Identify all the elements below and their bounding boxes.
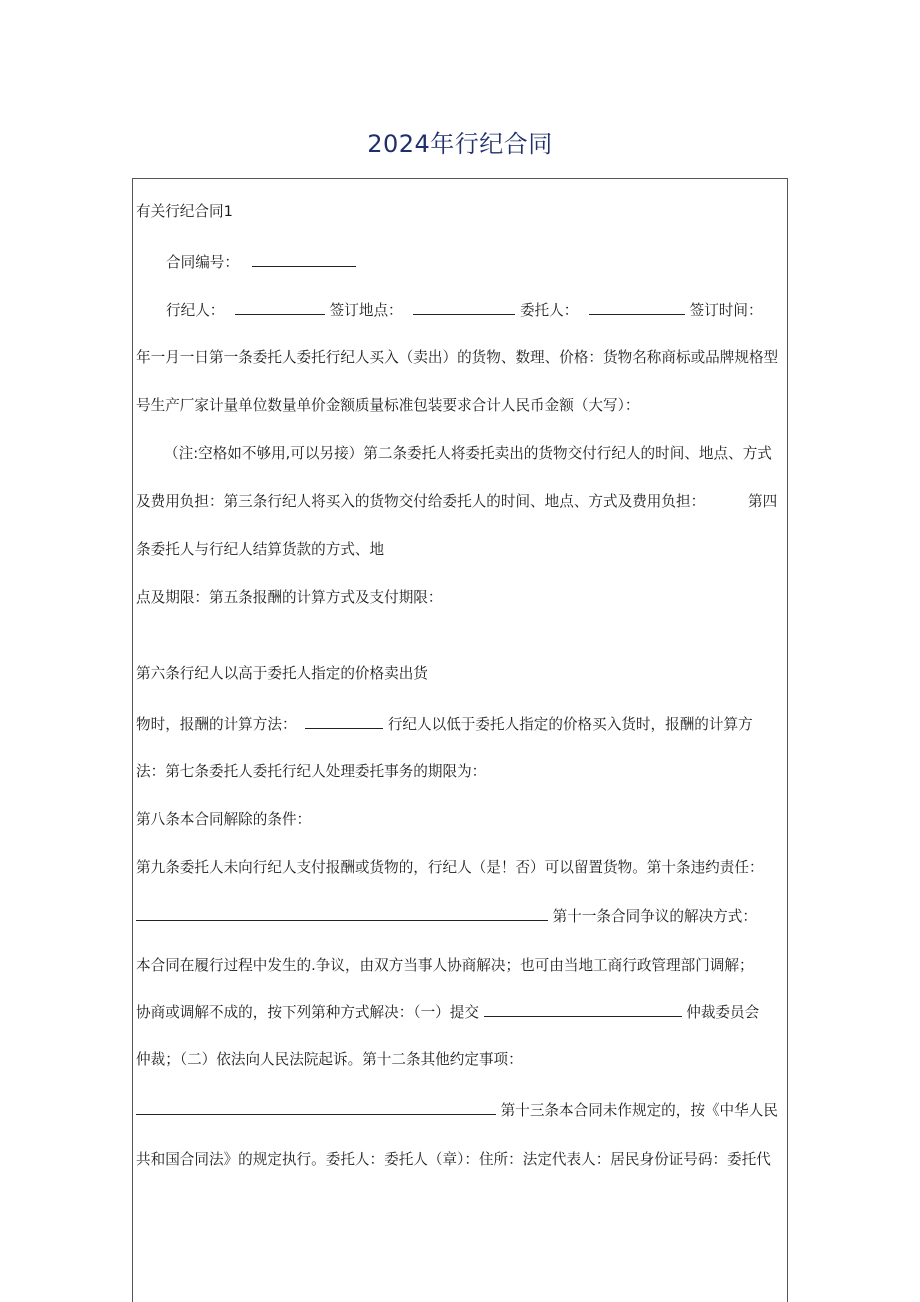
signing-time-label: 签订时间： bbox=[689, 302, 763, 319]
broker-label: 行纪人： bbox=[166, 302, 225, 319]
clause-13-text: 第十三条本合同未作规定的，按《中华人民 bbox=[500, 1102, 778, 1119]
body-line: 条委托人与行纪人结算货款的方式、地 bbox=[136, 541, 385, 558]
commission-blank bbox=[305, 714, 383, 729]
section-heading: 有关行纪合同1 bbox=[136, 203, 233, 220]
body-line bbox=[136, 714, 753, 735]
arbitration-text: 协商或调解不成的，按下列第种方式解决：（一）提交 bbox=[136, 1004, 479, 1021]
principal-blank bbox=[589, 300, 685, 315]
dispute-heading: 第十一条合同争议的解决方式： bbox=[552, 908, 757, 925]
body-line bbox=[136, 1002, 759, 1023]
body-line: 年一月一日第一条委托人委托行纪人买入（卖出）的货物、数理、价格：货物名称商标或品牌规格型 bbox=[136, 349, 779, 366]
body-line: 第四 bbox=[748, 493, 778, 510]
breach-blank bbox=[136, 906, 548, 921]
commission-method-label: 物时，报酬的计算方法： bbox=[136, 716, 297, 733]
body-line bbox=[136, 1100, 778, 1121]
document-title: 2024年行纪合同 bbox=[367, 130, 553, 158]
commission-text: 行纪人以低于委托人指定的价格买入货时，报酬的计算方 bbox=[387, 716, 753, 733]
body-line: 法：第七条委托人委托行纪人处理委托事务的期限为： bbox=[136, 763, 487, 780]
body-line: 号生产厂家计量单位数量单价金额质量标准包装要求合计人民币金额（大写）： bbox=[136, 397, 640, 414]
contract-number-blank bbox=[252, 252, 356, 267]
body-line: 仲裁；（二）依法向人民法院起诉。第十二条其他约定事项： bbox=[136, 1051, 523, 1068]
parties-line bbox=[166, 300, 763, 321]
body-line: 第九条委托人未向行纪人支付报酬或货物的，行纪人（是！否）可以留置货物。第十条违约责任： bbox=[136, 859, 764, 876]
other-matters-blank bbox=[136, 1100, 496, 1115]
broker-blank bbox=[235, 300, 325, 315]
contract-number-label: 合同编号： bbox=[166, 254, 239, 271]
body-line: 第六条行纪人以高于委托人指定的价格卖出货 bbox=[136, 665, 428, 682]
body-line bbox=[136, 906, 757, 927]
contract-number-line bbox=[166, 252, 356, 273]
body-line: 第八条本合同解除的条件： bbox=[136, 811, 312, 828]
body-line: 共和国合同法》的规定执行。委托人：委托人（章）：住所：法定代表人：居民身份证号码：委托代 bbox=[136, 1151, 771, 1168]
body-line: （注:空格如不够用,可以另接）第二条委托人将委托卖出的货物交付行纪人的时间、地点、方式 bbox=[164, 445, 772, 462]
principal-label: 委托人： bbox=[519, 302, 579, 319]
signing-place-blank bbox=[413, 300, 515, 315]
arbitration-committee: 仲裁委员会 bbox=[686, 1004, 760, 1021]
content-frame bbox=[132, 178, 788, 1302]
signing-place-label: 签订地点： bbox=[329, 302, 403, 319]
arbitration-blank bbox=[484, 1002, 682, 1017]
body-line: 本合同在履行过程中发生的.争议，由双方当事人协商解决；也可由当地工商行政管理部门调解； bbox=[136, 957, 754, 974]
body-line: 及费用负担：第三条行纪人将买入的货物交付给委托人的时间、地点、方式及费用负担： bbox=[136, 493, 706, 510]
body-line: 点及期限：第五条报酬的计算方式及支付期限： bbox=[136, 589, 443, 606]
